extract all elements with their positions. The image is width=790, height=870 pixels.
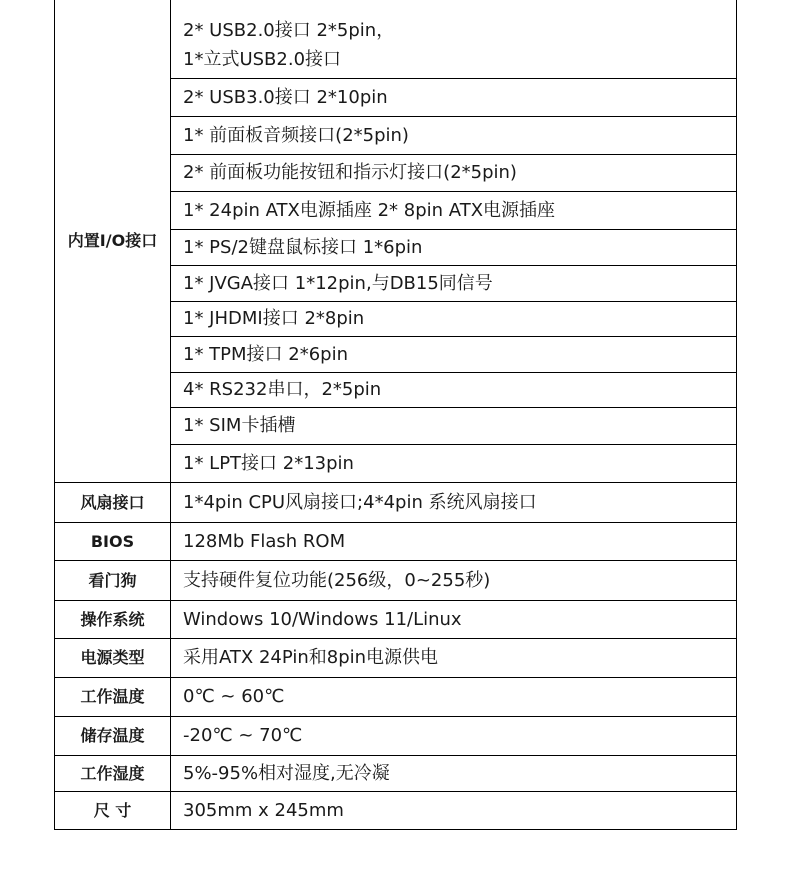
io-row-lpt: 1* LPT接口 2*13pin xyxy=(171,445,737,483)
table-row xyxy=(55,561,737,601)
io-row-tpm: 1* TPM接口 2*6pin xyxy=(171,337,737,373)
spec-value-power: 采用ATX 24Pin和8pin电源供电 xyxy=(171,639,737,678)
table-row xyxy=(55,717,737,756)
spec-value-dimensions: 305mm x 245mm xyxy=(171,792,737,830)
io-row-usb2-headers: 2* USB2.0接口 2*5pin， xyxy=(171,0,737,43)
spec-value-operating-temp: 0℃ ~ 60℃ xyxy=(171,678,737,717)
table-row xyxy=(55,0,737,43)
io-row-jvga: 1* JVGA接口 1*12pin,与DB15同信号 xyxy=(171,266,737,302)
spec-value-os: Windows 10/Windows 11/Linux xyxy=(171,601,737,639)
spec-label-watchdog: 看门狗 xyxy=(55,561,171,601)
spec-label-dimensions: 尺 寸 xyxy=(55,792,171,830)
spec-value-storage-temp: -20℃ ~ 70℃ xyxy=(171,717,737,756)
io-row-vertical-usb2: 1*立式USB2.0接口 xyxy=(171,43,737,79)
table-row xyxy=(55,792,737,830)
spec-label-os: 操作系统 xyxy=(55,601,171,639)
spec-label-humidity: 工作湿度 xyxy=(55,756,171,792)
spec-label-bios: BIOS xyxy=(55,523,171,561)
spec-value-bios: 128Mb Flash ROM xyxy=(171,523,737,561)
io-row-atx-power: 1* 24pin ATX电源插座 2* 8pin ATX电源插座 xyxy=(171,192,737,230)
io-row-jhdmi: 1* JHDMI接口 2*8pin xyxy=(171,302,737,337)
spec-label-fan: 风扇接口 xyxy=(55,483,171,523)
io-row-front-panel: 2* 前面板功能按钮和指示灯接口(2*5pin) xyxy=(171,155,737,192)
io-row-ps2: 1* PS/2键盘鼠标接口 1*6pin xyxy=(171,230,737,266)
spec-value-fan: 1*4pin CPU风扇接口;4*4pin 系统风扇接口 xyxy=(171,483,737,523)
table-row xyxy=(55,756,737,792)
table-row xyxy=(55,601,737,639)
table-row xyxy=(55,483,737,523)
table-row xyxy=(55,678,737,717)
spec-value-watchdog: 支持硬件复位功能(256级，0~255秒) xyxy=(171,561,737,601)
table-row xyxy=(55,523,737,561)
io-row-usb3: 2* USB3.0接口 2*10pin xyxy=(171,79,737,117)
spec-label-storage-temp: 储存温度 xyxy=(55,717,171,756)
spec-table xyxy=(54,0,737,830)
spec-value-humidity: 5%-95%相对湿度,无冷凝 xyxy=(171,756,737,792)
spec-label-power: 电源类型 xyxy=(55,639,171,678)
io-row-sim: 1* SIM卡插槽 xyxy=(171,408,737,445)
table-row xyxy=(55,639,737,678)
io-group-label: 内置I/O接口 xyxy=(55,0,171,483)
spec-label-operating-temp: 工作温度 xyxy=(55,678,171,717)
io-row-front-audio: 1* 前面板音频接口(2*5pin) xyxy=(171,117,737,155)
io-row-rs232: 4* RS232串口，2*5pin xyxy=(171,373,737,408)
